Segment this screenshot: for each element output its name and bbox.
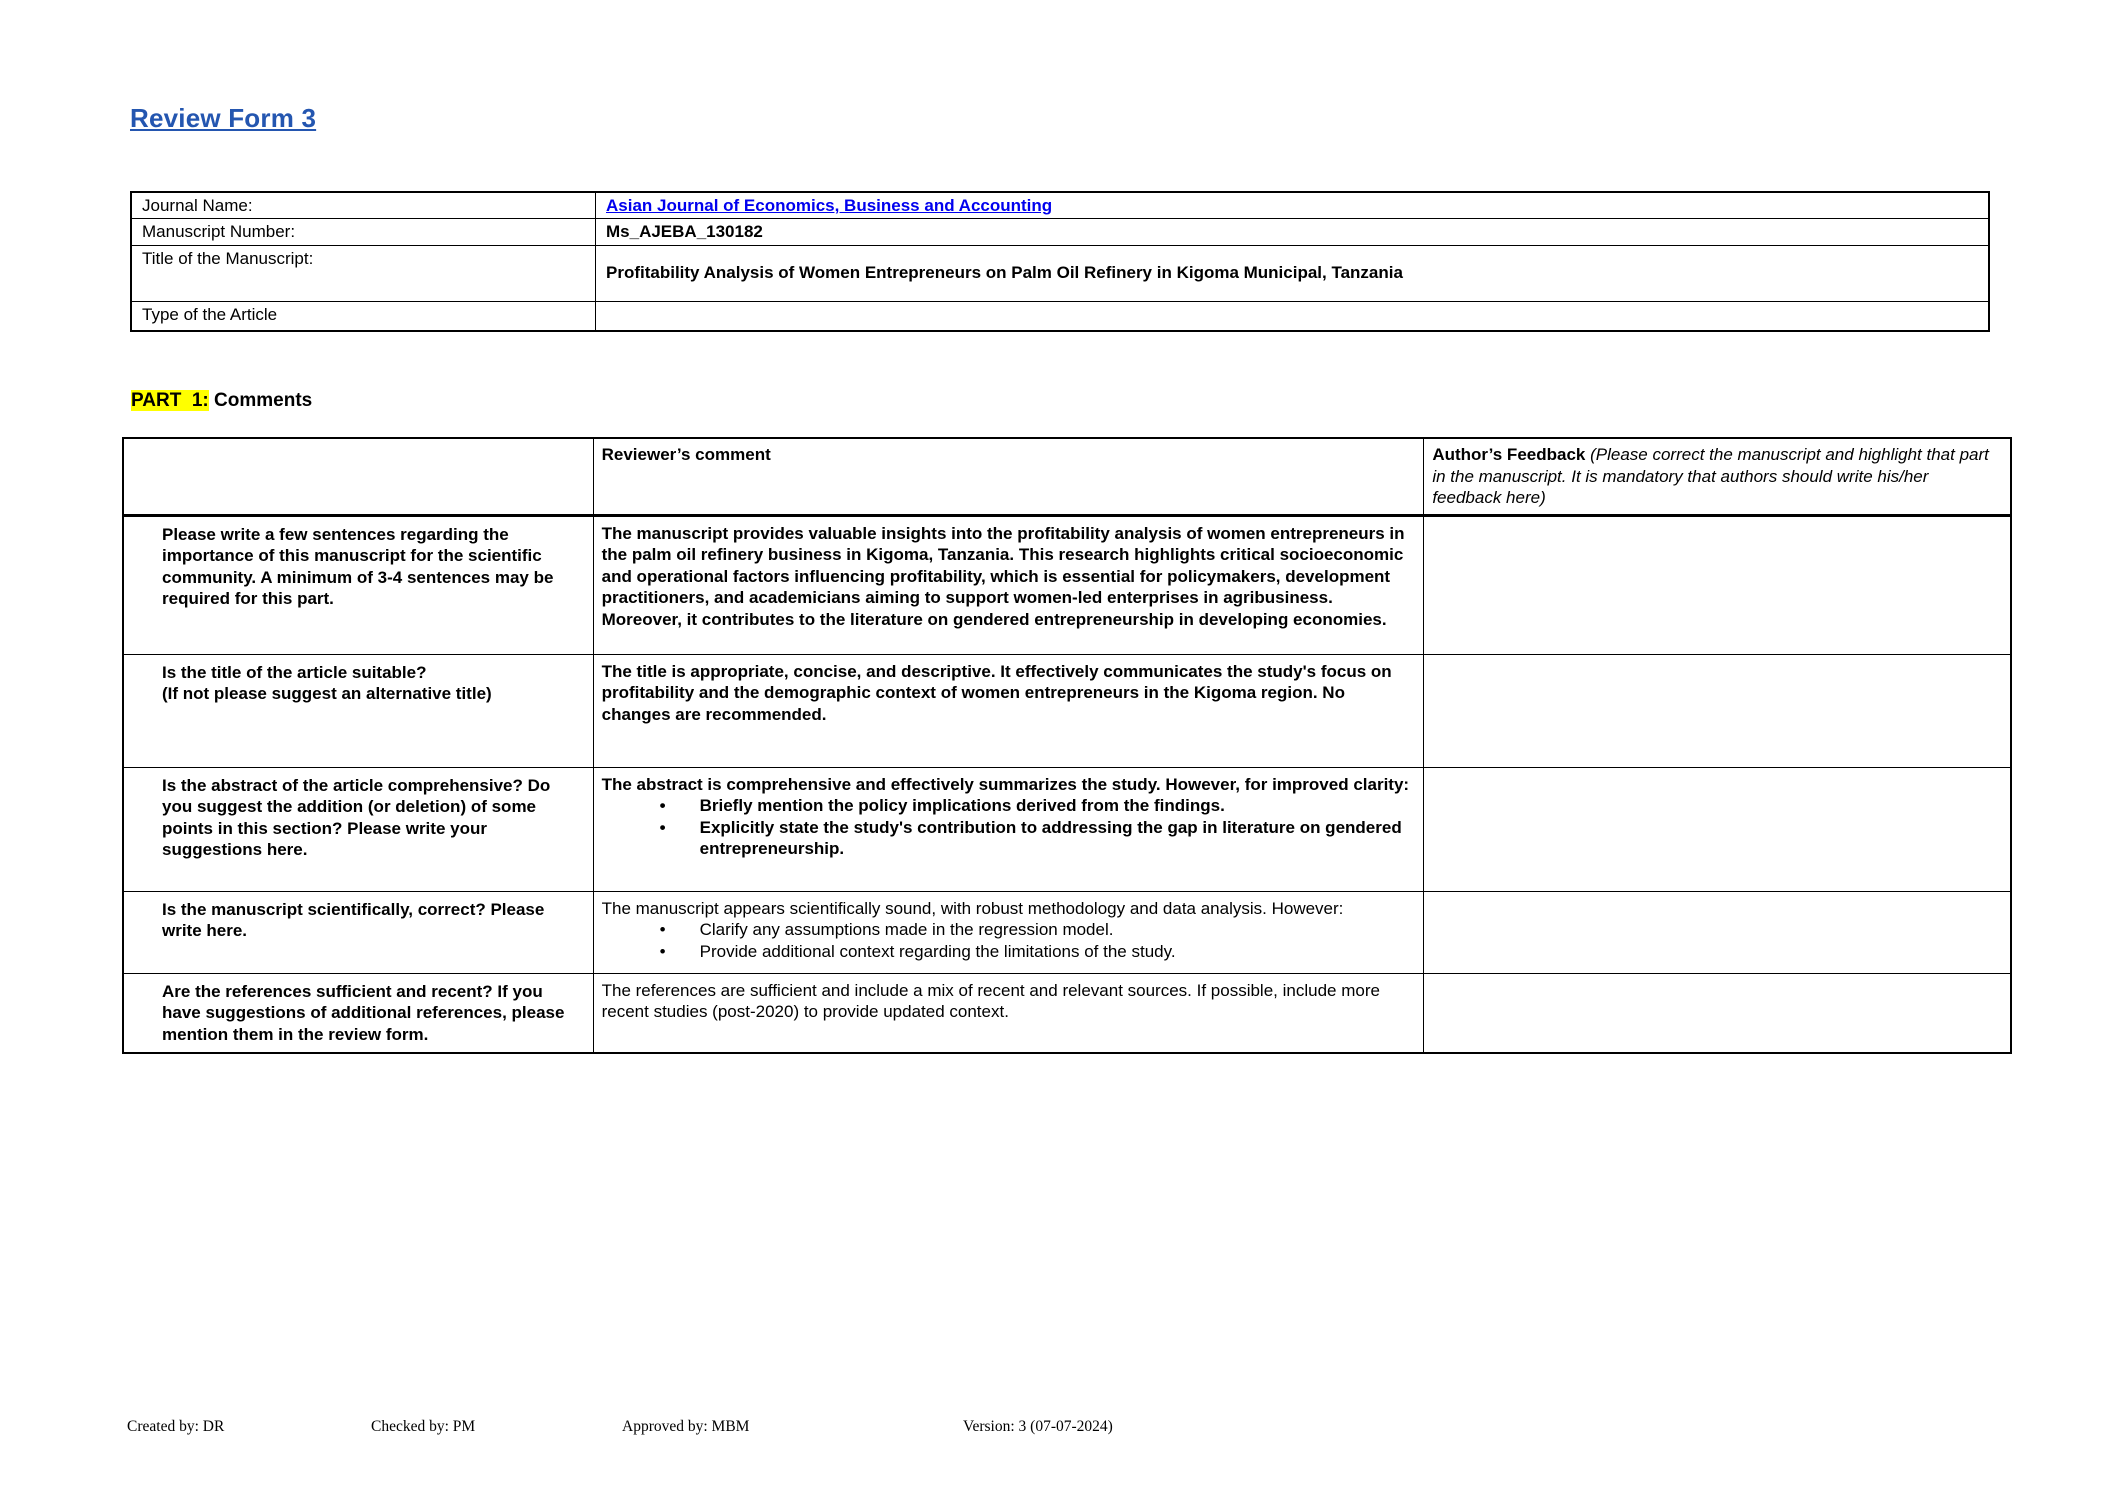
author-feedback-cell xyxy=(1424,973,2011,1053)
page-footer xyxy=(0,1418,2117,1448)
header-reviewer-comment: Reviewer’s comment xyxy=(593,438,1424,515)
reviewer-comment-text: The references are sufficient and include a mix of recent and relevant sources. If possible, include more recent studies (post-2020) to provide updated context. xyxy=(601,980,1380,1022)
part1-heading xyxy=(131,390,312,412)
question-cell xyxy=(123,767,593,891)
info-row-article-type xyxy=(131,301,1989,331)
info-row-manuscript-number xyxy=(131,219,1989,245)
header-author-feedback-title: Author’s Feedback xyxy=(1432,445,1591,464)
bullet-item xyxy=(602,941,1414,963)
reviewer-comment-text: The manuscript provides valuable insights into the profitability analysis of women entrepreneurs in the palm oil refinery business in Kigoma, Tanzania. This research highlights critical socioeconomic and operational factors influencing profitability, which is essential for policymakers, development practitioners, and academicians aiming to support women-led enterprises in agribusiness. Moreover, it contributes to the literature on gendered entrepreneurship in developing economies. xyxy=(601,523,1405,630)
manuscript-number-label: Manuscript Number: xyxy=(131,219,596,245)
comments-table-row xyxy=(123,767,2011,891)
comments-table-row xyxy=(123,973,2011,1053)
reviewer-comment-cell xyxy=(593,973,1424,1053)
article-type-label: Type of the Article xyxy=(131,301,596,331)
reviewer-comment-text: The title is appropriate, concise, and descriptive. It effectively communicates the study's focus on profitability and the demographic context of women entrepreneurs in the Kigoma region. No changes are recommended. xyxy=(601,661,1392,724)
bullet-icon: • xyxy=(659,796,666,816)
bullet-text: Explicitly state the study's contribution to addressing the gap in literature on gendered entrepreneurship. xyxy=(699,817,1402,859)
part1-highlight: PART 1: xyxy=(131,390,209,411)
bullet-item xyxy=(602,817,1414,860)
bullet-item xyxy=(602,795,1414,817)
journal-name-link[interactable]: Asian Journal of Economics, Business and Accounting xyxy=(606,196,1053,215)
bullet-icon: • xyxy=(659,817,666,837)
reviewer-comment-cell xyxy=(593,654,1424,767)
question-line: Is the title of the article suitable? xyxy=(162,662,427,682)
footer-version: Version: 3 (07-07-2024) xyxy=(963,1418,1113,1435)
author-feedback-cell xyxy=(1424,891,2011,973)
bullet-icon: • xyxy=(659,941,666,961)
question-cell xyxy=(123,891,593,973)
comments-table xyxy=(122,437,2012,1054)
manuscript-info-table xyxy=(130,191,1990,332)
bullet-icon: • xyxy=(659,920,666,940)
footer-created-by: Created by: DR xyxy=(127,1418,225,1435)
footer-checked-by: Checked by: PM xyxy=(371,1418,476,1435)
header-question-cell xyxy=(123,438,593,515)
reviewer-comment-cell xyxy=(593,891,1424,973)
bullet-text: Briefly mention the policy implications derived from the findings. xyxy=(699,796,1225,816)
question-line: Is the manuscript scientifically, correct? Please write here. xyxy=(162,899,545,941)
comments-table-row xyxy=(123,654,2011,767)
comments-table-body xyxy=(123,515,2011,1053)
author-feedback-cell xyxy=(1424,515,2011,654)
bullet-text: Provide additional context regarding the limitations of the study. xyxy=(699,941,1176,961)
question-line: Please write a few sentences regarding the importance of this manuscript for the scientific community. A minimum of 3-4 sentences may be required for this part. xyxy=(162,524,554,609)
reviewer-comment-text: The manuscript appears scientifically sound, with robust methodology and data analysis. However: xyxy=(601,898,1344,918)
reviewer-comment-text: The abstract is comprehensive and effectively summarizes the study. However, for improved clarity: xyxy=(601,774,1410,794)
question-cell xyxy=(123,973,593,1053)
bullet-item xyxy=(602,919,1414,941)
manuscript-title-value: Profitability Analysis of Women Entrepreneurs on Palm Oil Refinery in Kigoma Municipal, Tanzania xyxy=(596,245,1990,301)
info-row-title xyxy=(131,245,1989,301)
reviewer-comment-cell xyxy=(593,515,1424,654)
author-feedback-cell xyxy=(1424,654,2011,767)
author-feedback-cell xyxy=(1424,767,2011,891)
manuscript-title-label: Title of the Manuscript: xyxy=(131,245,596,301)
part1-label: Comments xyxy=(208,390,313,411)
question-line: Is the abstract of the article comprehensive? Do you suggest the addition (or deletion) of some points in this section? Please write your suggestions here. xyxy=(162,775,551,860)
reviewer-comment-cell xyxy=(593,767,1424,891)
comments-table-row xyxy=(123,515,2011,654)
question-cell xyxy=(123,515,593,654)
page-title: Review Form 3 xyxy=(130,103,317,133)
question-line: Are the references sufficient and recent? If you have suggestions of additional references, please mention them in the review form. xyxy=(162,981,565,1044)
footer-approved-by: Approved by: MBM xyxy=(622,1418,750,1435)
info-row-journal xyxy=(131,192,1989,219)
bullet-text: Clarify any assumptions made in the regression model. xyxy=(699,920,1114,940)
header-author-feedback-note: (Please correct the manuscript and highlight that part in the manuscript. It is mandatory that authors should write his/her feedback here) xyxy=(1432,445,1989,508)
question-line: (If not please suggest an alternative title) xyxy=(162,684,492,704)
header-author-feedback xyxy=(1424,438,2011,515)
manuscript-number-value: Ms_AJEBA_130182 xyxy=(596,219,1990,245)
question-cell xyxy=(123,654,593,767)
comments-table-header-row xyxy=(123,438,2011,515)
comments-table-row xyxy=(123,891,2011,973)
article-type-value xyxy=(596,301,1990,331)
journal-name-label: Journal Name: xyxy=(131,192,596,219)
